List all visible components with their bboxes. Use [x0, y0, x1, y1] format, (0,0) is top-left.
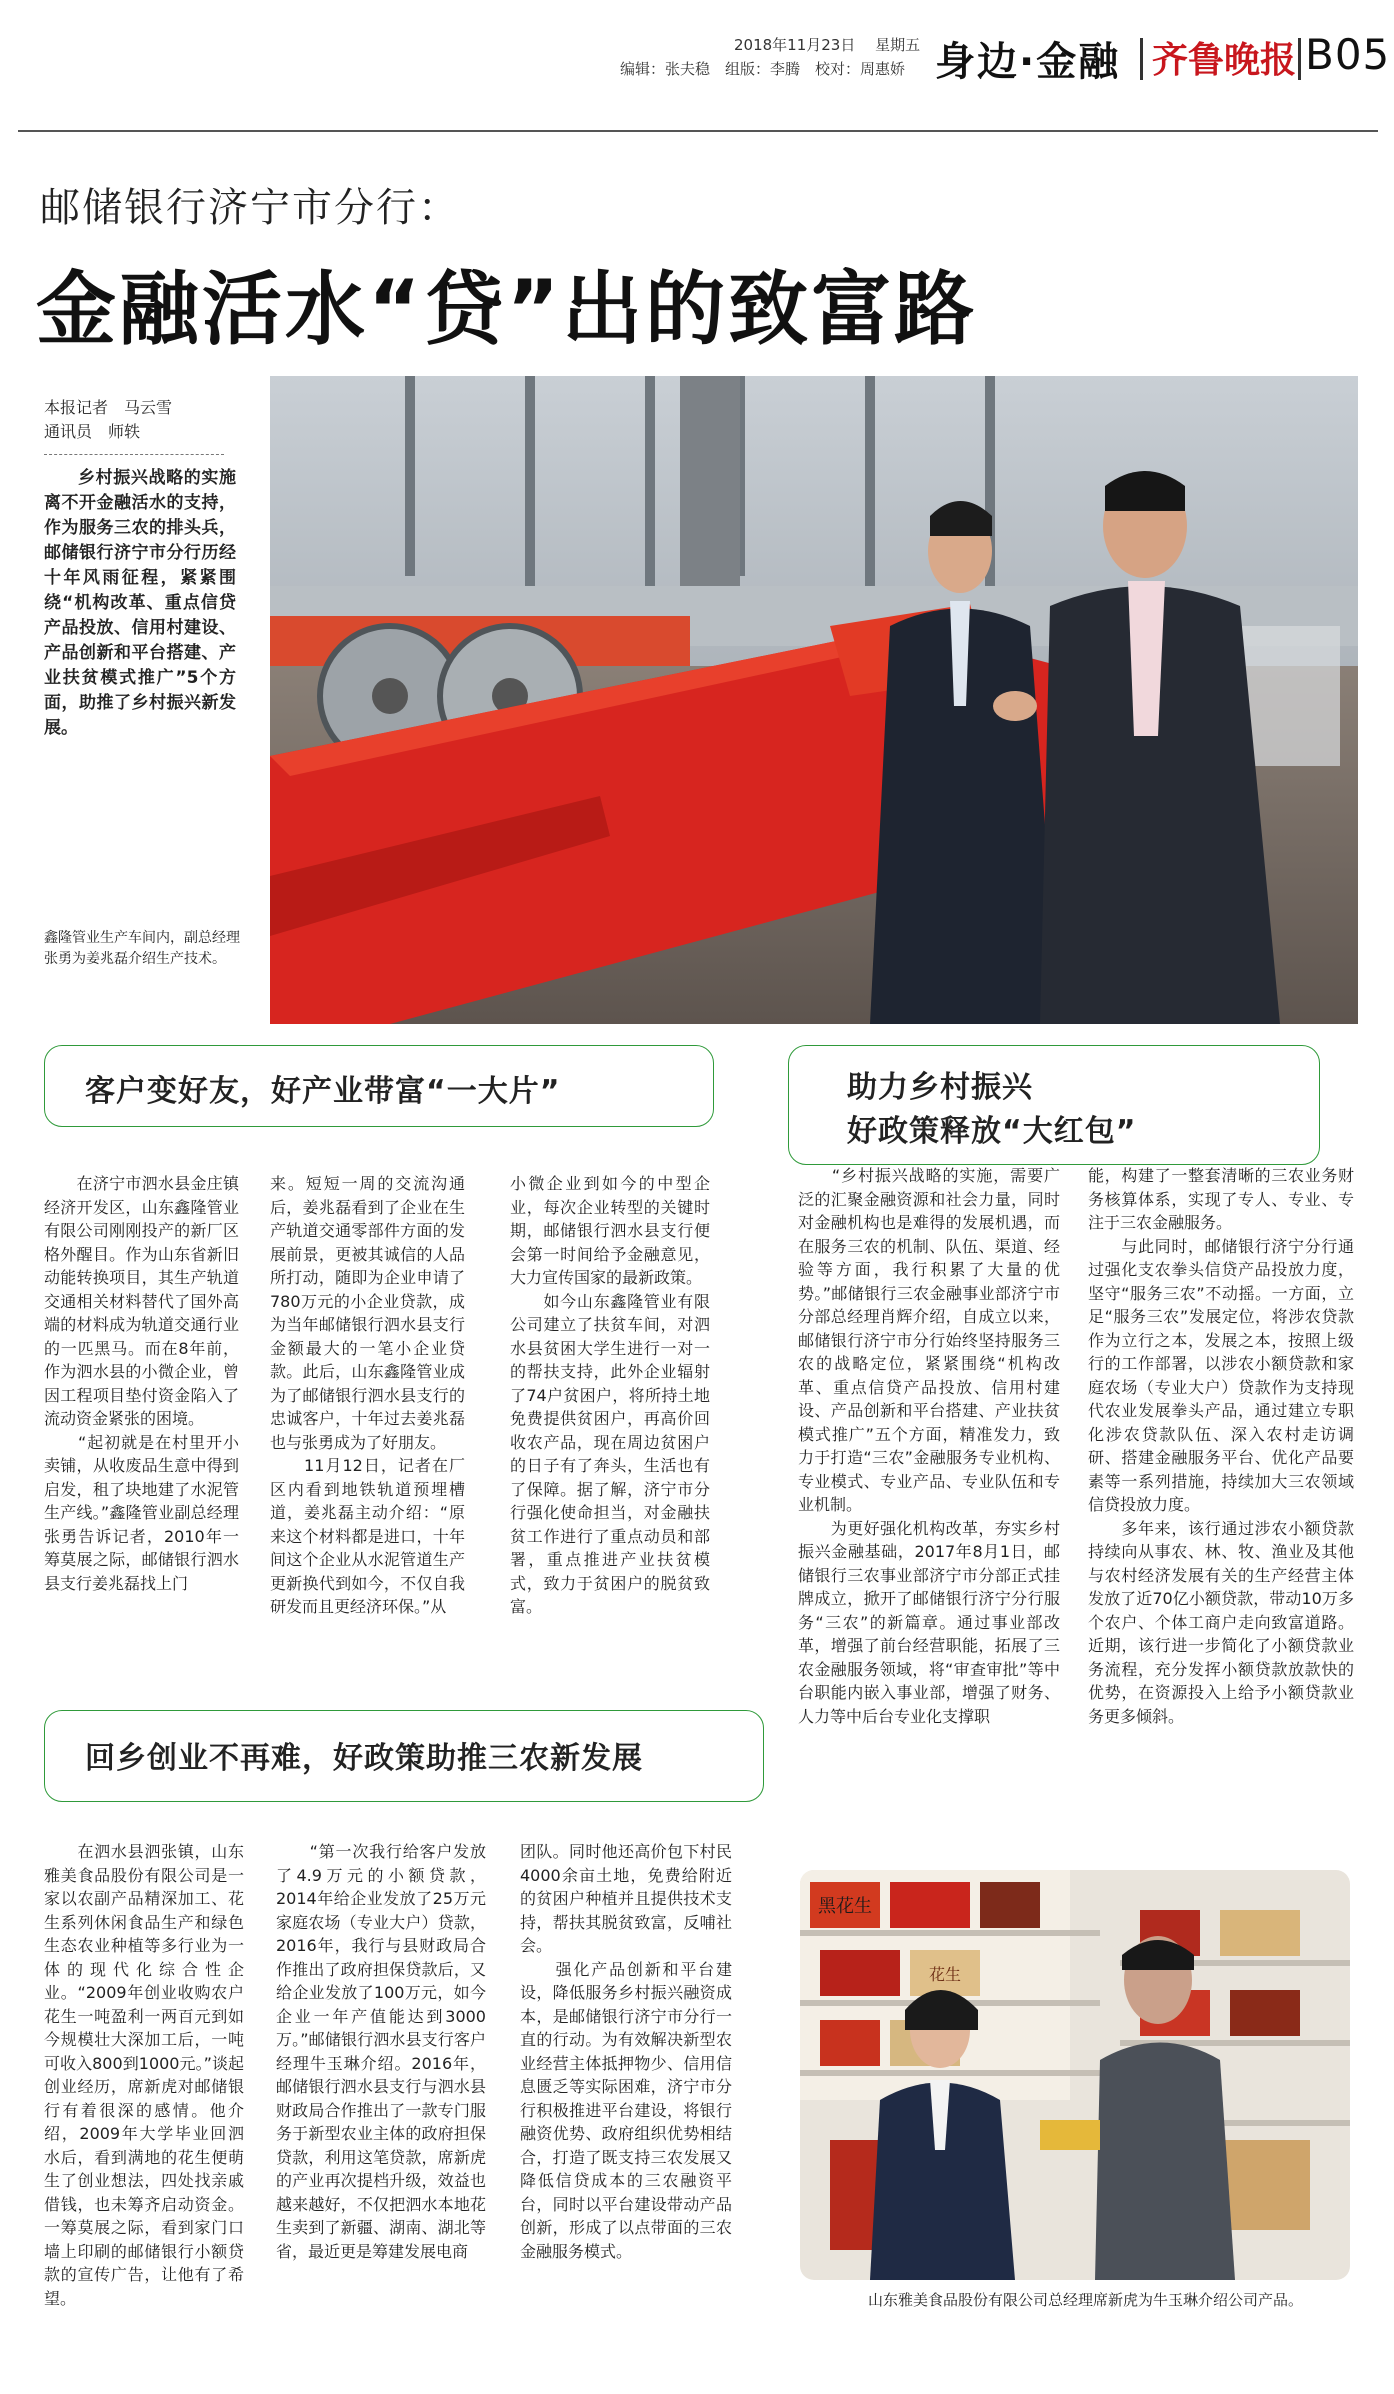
header-divider — [1140, 38, 1143, 80]
section3-column-3: 团队。同时他还高价包下村民4000余亩土地，免费给附近的贫困户种植并且提供技术支持，帮扶其脱贫致富，反哺社会。 强化产品创新和平台建设，降低服务乡村振兴融资成本，是邮储银行济宁市分行一直的行动。为有效解决新型农业经营主体抵押物少、信用信息匮乏等实际困难，济宁市分行积极推进平台建设，将银行融资优势、政府组织优势相结合，打造了既支持三农发展又降低信贷成本的三农融资平台，同时以平台建设带动产品创新，形成了以点带面的三农金融服务模式。 — [520, 1842, 732, 2261]
section3-title-box — [44, 1710, 764, 1802]
page-number: B05 — [1305, 30, 1391, 79]
section-name: 身边·金融 — [935, 39, 1121, 85]
weekday-text: 星期五 — [875, 36, 921, 54]
article-kicker: 邮储银行济宁市分行： — [40, 185, 460, 231]
package-label-2: 花生 — [928, 1965, 962, 1984]
byline-reporter: 本报记者 马云雪 — [44, 398, 173, 417]
section2-title-line2: 好政策释放“大红包” — [847, 1114, 1137, 1149]
product-photo — [800, 1870, 1350, 2280]
header-rule — [18, 130, 1378, 132]
section3-column-2: “第一次我行给客户发放了4.9万元的小额贷款，2014年给企业发放了25万元家庭农场（专业大户）贷款，2016年，我行与县财政局合作推出了政府担保贷款后，又给企业发放了100万元，如今企业一年产值能达到3000万。”邮储银行泗水县支行客户经理牛玉琳介绍。2016年，邮储银行泗水县支行与泗水县财政局合作推出了一款专门服务于新型农业主体的政府担保贷款，利用这笔贷款，席新虎的产业再次提档升级，效益也越来越好，不仅把泗水本地花生卖到了新疆、湖南、湖北等省，最近更是筹建发展电商 — [276, 1842, 486, 2261]
package-label-1: 黑花生 — [818, 1896, 872, 1917]
editors-line: 编辑：张夫稳 组版：李腾 校对：周惠娇 — [620, 60, 906, 78]
byline-correspondent: 通讯员 师轶 — [44, 422, 141, 441]
section1-column-1: 在济宁市泗水县金庄镇经济开发区，山东鑫隆管业有限公司刚刚投产的新厂区格外醒目。作为山东省新旧动能转换项目，其生产轨道交通相关材料替代了国外高端的材料成为轨道交通行业的一匹黑马。而在8年前，作为泗水县的小微企业，曾因工程项目垫付资金陷入了流动资金紧张的困境。 “起初就是在村里开小卖铺，从收废品生意中得到启发，租了块地建了水泥管生产线。”鑫隆管业副总经理张勇告诉记者，2010年一筹莫展之际，邮储银行泗水县支行姜兆磊找上门 — [44, 1174, 239, 1593]
date-text: 2018年11月23日 — [734, 36, 856, 54]
header-divider-2 — [1298, 38, 1301, 80]
photo2-caption: 山东雅美食品股份有限公司总经理席新虎为牛玉琳介绍公司产品。 — [868, 2291, 1304, 2309]
factory-photo — [270, 376, 1358, 1024]
section2-title-line1: 助力乡村振兴 — [847, 1070, 1033, 1105]
photo1-caption: 鑫隆管业生产车间内，副总经理张勇为姜兆磊介绍生产技术。 — [44, 930, 240, 967]
lead-paragraph: 乡村振兴战略的实施离不开金融活水的支持，作为服务三农的排头兵，邮储银行济宁市分行历经十年风雨征程，紧紧围绕“机构改革、重点信贷产品投放、信用村建设、产品创新和平台搭建、产业扶贫模式推广”5个方面，助推了乡村振兴新发展。 — [44, 468, 236, 738]
section1-column-3: 小微企业到如今的中型企业，每次企业转型的关键时期，邮储银行泗水县支行便会第一时间给予金融意见，大力宣传国家的最新政策。 如今山东鑫隆管业有限公司建立了扶贫车间，对泗水县贫困大学生进行一对一的帮扶支持，此外企业辐射了74户贫困户，将所持土地免费提供贫困户，再高价回收农产品，现在周边贫困户的日子有了奔头，生活也有了保障。据了解，济宁市分行强化使命担当，对金融扶贫工作进行了重点动员和部署，重点推进产业扶贫模式，致力于贫困户的脱贫致富。 — [510, 1174, 710, 1616]
product-photo-illustration — [800, 1870, 1350, 2280]
section3-column-1: 在泗水县泗张镇，山东雅美食品股份有限公司是一家以农副产品精深加工、花生系列休闲食品生产和绿色生态农业种植等多行业为一体的现代化综合性企业。“2009年创业收购农户花生一吨盈利一两百元到如今规模壮大深加工后，一吨可收入800到1000元。”谈起创业经历，席新虎对邮储银行有着很深的感情。他介绍，2009年大学毕业回泗水后，看到满地的花生便萌生了创业想法，四处找亲戚借钱，也未筹齐启动资金。一筹莫展之际，看到家门口墙上印刷的邮储银行小额贷款的宣传广告，让他有了希望。 — [44, 1842, 244, 2308]
factory-photo-illustration — [270, 376, 1358, 1024]
newspaper-logo: 齐鲁晚报 — [1152, 39, 1297, 81]
byline — [44, 396, 244, 444]
section2-title-box — [788, 1045, 1320, 1165]
issue-date — [734, 34, 920, 56]
section3-title: 回乡创业不再难，好政策助推三农新发展 — [85, 1741, 643, 1776]
section2-column-2: 能，构建了一整套清晰的三农业务财务核算体系，实现了专人、专业、专注于三农金融服务。 与此同时，邮储银行济宁分行通过强化支农拳头信贷产品投放力度，坚守“服务三农”不动摇。一方面，立足“服务三农”发展定位，将涉农贷款作为立行之本，发展之本，按照上级行的工作部署，以涉农小额贷款和家庭农场（专业大户）贷款作为支持现代农业发展拳头产品，通过建立专职化涉农贷款队伍、深入农村走访调研、搭建金融服务平台、优化产品要素等一系列措施，持续加大三农领域信贷投放力度。 多年来，该行通过涉农小额贷款持续向从事农、林、牧、渔业及其他与农村经济发展有关的生产经营主体发放了近70亿小额贷款，带动10万多个农户、个体工商户走向致富道路。近期，该行进一步简化了小额贷款业务流程，充分发挥小额贷款放款快的优势，在资源投入上给予小额贷款业务更多倾斜。 — [1088, 1166, 1354, 1726]
section1-title: 客户变好友，好产业带富“一大片” — [85, 1074, 561, 1109]
byline-rule — [44, 454, 224, 456]
article-headline: 金融活水“贷”出的致富路 — [36, 263, 978, 356]
section1-column-2: 来。短短一周的交流沟通后，姜兆磊看到了企业在生产轨道交通零部件方面的发展前景，更被其诚信的人品所打动，随即为企业申请了780万元的小企业贷款，成为当年邮储银行泗水县支行金额最大的一笔小企业贷款。此后，山东鑫隆管业成为了邮储银行泗水县支行的忠诚客户，十年过去姜兆磊也与张勇成为了好朋友。 11月12日，记者在厂区内看到地铁轨道预埋槽道，姜兆磊主动介绍：“原来这个材料都是进口，十年间这个企业从水泥管道生产更新换代到如今，不仅自我研发而且更经济环保。”从 — [270, 1174, 465, 1616]
section1-title-box — [44, 1045, 714, 1127]
section2-column-1: “乡村振兴战略的实施，需要广泛的汇聚金融资源和社会力量，同时对金融机构也是难得的发展机遇，而在服务三农的机制、队伍、渠道、经验等方面，我行积累了大量的优势。”邮储银行三农金融事业部济宁市分部总经理肖辉介绍，自成立以来，邮储银行济宁市分行始终坚持服务三农的战略定位，紧紧围绕“机构改革、重点信贷产品投放、信用村建设、产品创新和平台搭建、产业扶贫模式推广”五个方面，精准发力，致力于打造“三农”金融服务专业机构、专业模式、专业产品、专业队伍和专业机制。 为更好强化机构改革，夯实乡村振兴金融基础，2017年8月1日，邮储银行三农事业部济宁市分部正式挂牌成立，掀开了邮储银行济宁分行服务“三农”的新篇章。通过事业部改革，增强了前台经营职能，拓展了三农金融服务领域，将“审查审批”等中台职能内嵌入事业部，增强了财务、人力等中后台专业化支撑职 — [798, 1166, 1060, 1726]
